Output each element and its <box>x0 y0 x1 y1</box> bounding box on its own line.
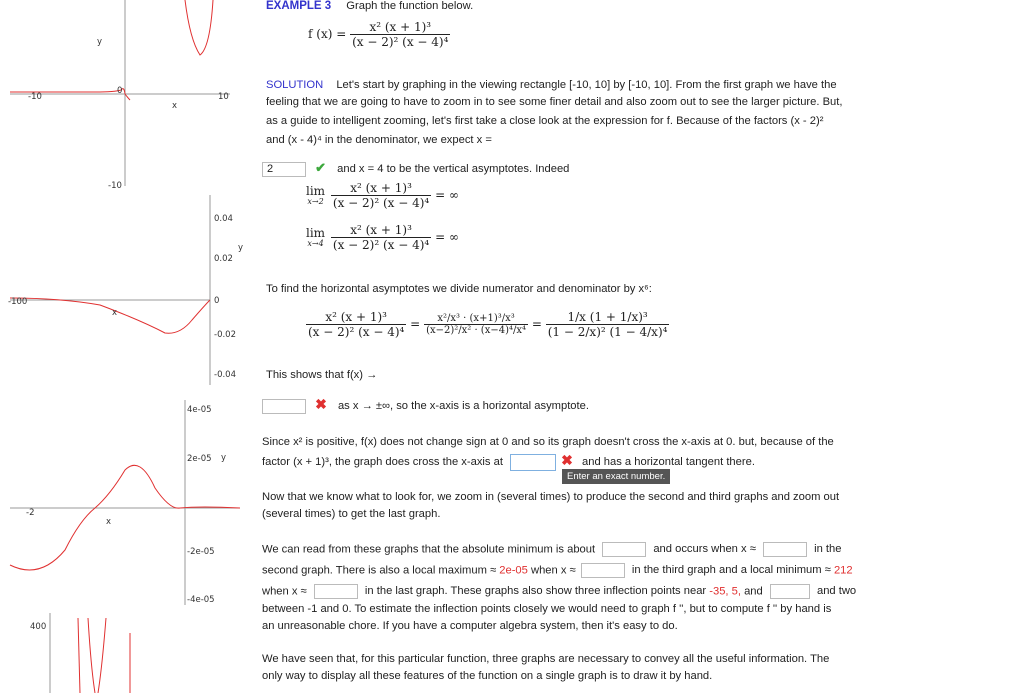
horizontal-text: To find the horizontal asymptotes we divide numerator and denominator by x⁶: <box>266 283 652 295</box>
answer2-input[interactable] <box>262 399 306 414</box>
graph-2-x-label: x <box>112 308 118 318</box>
limit-2 <box>306 223 459 252</box>
solution-text-1: Let's start by graphing in the viewing rectangle [-10, 10] by [-10, 10]. From the first graph we have the <box>336 79 837 91</box>
solution-line-4: and (x - 4)⁴ in the denominator, we expect x = <box>266 134 492 146</box>
graph-1-tick-xmax: 10 <box>218 92 229 102</box>
division-mid-den: (x−2)²/x² · (x−4)⁴/x⁴ <box>426 325 527 336</box>
answer1-row <box>262 160 569 177</box>
limit-2-fraction <box>331 223 431 252</box>
graph-3-x-label: x <box>106 517 112 527</box>
answer3-tooltip: Enter an exact number. <box>562 469 670 484</box>
function-definition <box>308 20 450 49</box>
read-line-3b: in the last graph. These graphs also show three inflection points near <box>364 585 707 598</box>
limit-1-result: = ∞ <box>435 188 459 202</box>
local-min-value: 212 <box>833 564 853 577</box>
local-max-x-input[interactable] <box>581 563 625 578</box>
abs-min-x-input[interactable] <box>763 542 807 557</box>
since-line-2b: and has a horizontal tangent there. <box>582 456 755 468</box>
division-rhs-den: (1 − 2/x)² (1 − 4/x)⁴ <box>547 325 668 339</box>
answer2-after: as x → ±∞, so the x-axis is a horizontal asymptote. <box>337 400 589 412</box>
division-equation <box>306 310 669 339</box>
graph-3-tick-y1: 4e-05 <box>187 405 212 415</box>
division-lhs-num: x² (x + 1)³ <box>325 310 387 324</box>
function-fraction <box>350 20 450 49</box>
cross-icon: ✖ <box>315 396 327 412</box>
answer2-row <box>262 396 589 414</box>
graph-1-tick-xmin: -10 <box>28 92 42 102</box>
limit-2-result: = ∞ <box>435 230 459 244</box>
inflection-points: -35, 5, <box>709 585 741 598</box>
read-line-2c: in the third graph and a local minimum ≈ <box>631 564 831 577</box>
read-line-3a: when x ≈ <box>262 585 307 598</box>
limit-1-numerator: x² (x + 1)³ <box>350 181 412 195</box>
read-line-1c: in the <box>814 543 842 556</box>
limit-1-fraction <box>331 181 431 210</box>
function-lhs: f (x) = <box>308 27 347 41</box>
read-line-3 <box>262 584 856 599</box>
since-line-1: Since x² is positive, f(x) does not change sign at 0 and so its graph doesn't cross the x-axis at 0. but, because of the <box>262 436 834 448</box>
local-min-x-input[interactable] <box>314 584 358 599</box>
graph-3-tick-y2: 2e-05 <box>187 454 212 464</box>
graph-3-tick-y3: -2e-05 <box>187 547 215 557</box>
limit-1 <box>306 181 459 210</box>
read-line-5: an unreasonable chore. If you have a computer algebra system, then it's easy to do. <box>262 620 678 632</box>
answer1-after: and x = 4 to be the vertical asymptotes. Indeed <box>337 163 570 175</box>
answer1-input[interactable]: 2 <box>262 162 306 177</box>
example-text: Graph the function below. <box>346 0 474 12</box>
limit-1-operator: lim x→2 <box>306 184 326 206</box>
solution-line-3: as a guide to intelligent zooming, let's first take a close look at the expression for f. Because of the factors (x - 2)² <box>266 115 824 127</box>
read-line-3d: and two <box>816 585 857 598</box>
limit-2-sub: x→4 <box>307 239 324 248</box>
graph-1-tick-origin: 0 <box>117 86 123 96</box>
check-icon: ✔ <box>315 160 327 175</box>
division-eq1: = <box>410 317 421 331</box>
limit-2-operator: lim x→4 <box>306 226 326 248</box>
read-line-1 <box>262 542 841 557</box>
division-mid-num: x²/x³ · (x+1)³/x³ <box>437 313 515 324</box>
graph-1-y-label: y <box>97 37 103 47</box>
function-numerator: x² (x + 1)³ <box>369 20 432 34</box>
function-denominator: (x − 2)² (x − 4)⁴ <box>352 35 449 49</box>
graph-2-tick-xmin: -100 <box>8 297 28 307</box>
graph-2-tick-y2: 0.02 <box>214 254 233 264</box>
read-line-1a: We can read from these graphs that the absolute minimum is about <box>262 543 596 556</box>
graph-2-tick-origin: 0 <box>214 296 220 306</box>
graph-2-tick-y1: 0.04 <box>214 214 233 224</box>
conclusion-line-1: We have seen that, for this particular function, three graphs are necessary to convey all the useful information. The <box>262 653 830 665</box>
now-line-2: (several times) to get the last graph. <box>262 508 441 520</box>
solution-line-1 <box>266 79 837 91</box>
example-header <box>266 0 473 12</box>
limit-1-sub: x→2 <box>307 197 324 206</box>
graph-3-tick-y4: -4e-05 <box>187 595 215 605</box>
since-line-2a: factor (x + 1)³, the graph does cross the x-axis at <box>262 456 503 468</box>
limit-2-numerator: x² (x + 1)³ <box>350 223 412 237</box>
read-line-2 <box>262 563 853 578</box>
division-rhs <box>546 310 670 339</box>
graph-2-y-label: y <box>238 243 244 253</box>
example-label: EXAMPLE 3 <box>266 0 332 12</box>
graph-1-tick-ymin: -10 <box>108 181 122 191</box>
inflection-input[interactable] <box>770 584 810 599</box>
read-line-1b: and occurs when x ≈ <box>653 543 756 556</box>
now-line-1: Now that we know what to look for, we zoom in (several times) to produce the second and third graphs and zoom out <box>262 491 840 503</box>
graph-4-tick-y1: 400 <box>30 622 47 632</box>
local-max-value: 2e-05 <box>499 564 528 577</box>
division-mid <box>424 313 528 336</box>
abs-min-input[interactable] <box>602 542 646 557</box>
graph-3-y-label: y <box>221 453 227 463</box>
shows-text: This shows that f(x) → <box>266 369 378 381</box>
read-line-3c: and <box>744 585 763 598</box>
division-lhs-den: (x − 2)² (x − 4)⁴ <box>308 325 405 339</box>
division-lhs <box>306 310 406 339</box>
answer3-input[interactable] <box>510 454 556 471</box>
division-eq2: = <box>531 317 542 331</box>
graph-1-x-label: x <box>172 101 178 111</box>
limit-1-denominator: (x − 2)² (x − 4)⁴ <box>332 196 430 210</box>
limit-2-denominator: (x − 2)² (x − 4)⁴ <box>332 238 430 252</box>
graph-2-tick-y4: -0.04 <box>214 370 236 380</box>
graph-3-tick-xmin: -2 <box>26 508 35 518</box>
read-line-2a: second graph. There is also a local maximum ≈ <box>262 564 497 577</box>
division-rhs-num: 1/x (1 + 1/x)³ <box>567 310 648 324</box>
conclusion-line-2: only way to display all these features of the function on a single graph is to draw it by hand. <box>262 670 713 682</box>
since-line-2 <box>262 452 755 471</box>
read-line-4: between -1 and 0. To estimate the inflection points closely we would need to graph f '', but to compute f '' by hand is <box>262 603 832 615</box>
graph-2-tick-y3: -0.02 <box>214 330 236 340</box>
solution-label: SOLUTION <box>266 79 324 91</box>
solution-line-2: feeling that we are going to have to zoom in to see some finer detail and also zoom out to see the larger picture. But, <box>266 96 843 108</box>
read-line-2b: when x ≈ <box>530 564 576 577</box>
cross-icon: ✖ <box>561 452 573 468</box>
